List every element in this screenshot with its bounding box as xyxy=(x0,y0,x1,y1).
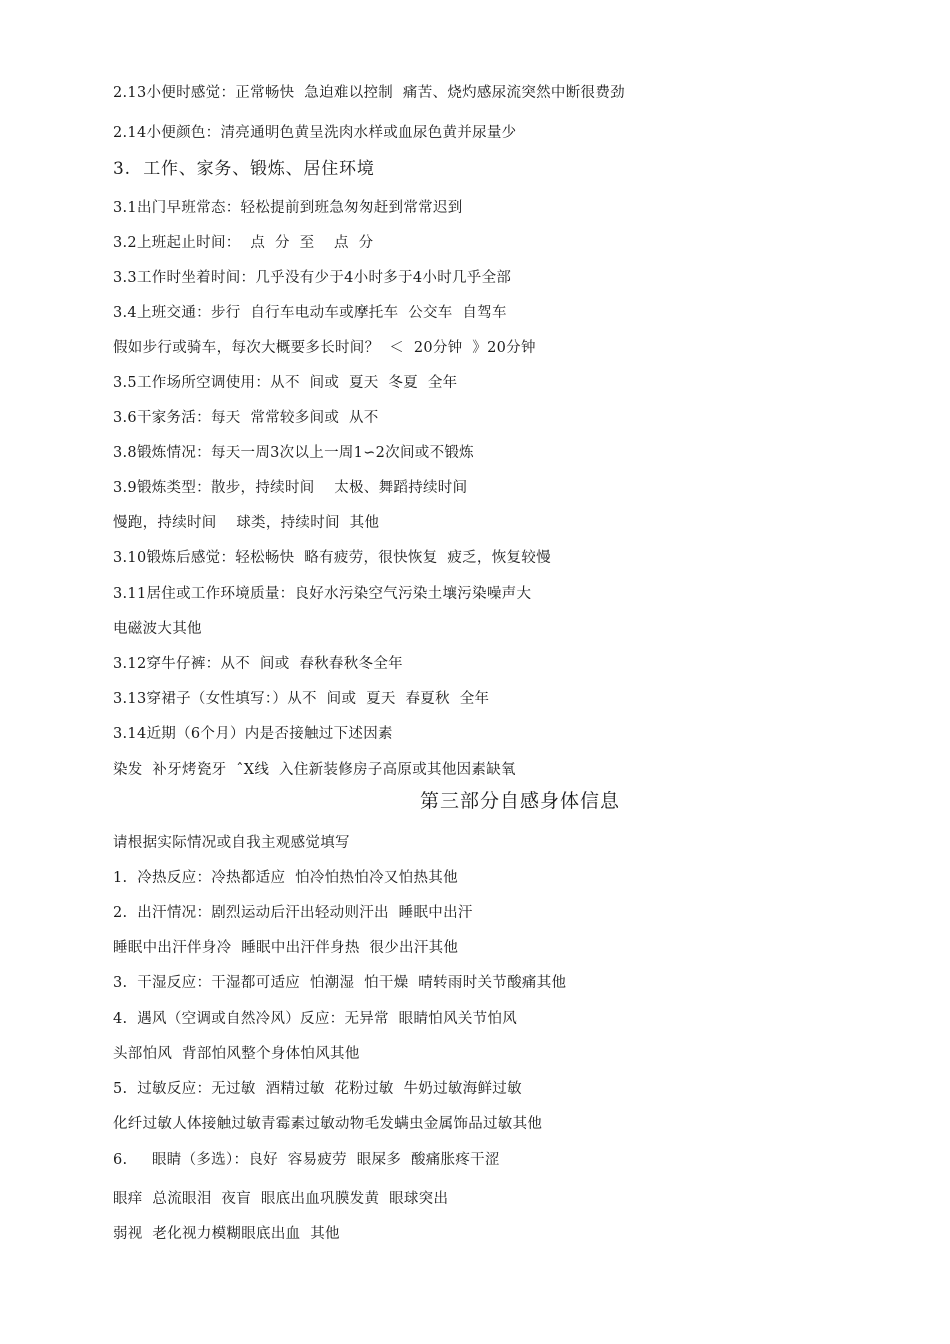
q2-sweating-cont: 睡眠中出汗伴身冷 睡眠中出汗伴身热 很少出汗其他 xyxy=(113,940,459,956)
q2-sweating: 2. 出汗情况：剧烈运动后汗出轻动则汗出 睡眠中出汗 xyxy=(113,905,473,921)
q6-eyes-cont: 眼痒 总流眼泪 夜盲 眼底出血巩膜发黄 眼球突出 xyxy=(113,1191,449,1207)
item-2-13-urination-sensation: 2.13小便时感觉：正常畅快 急迫难以控制 痛苦、烧灼感尿流突然中断很费劲 xyxy=(113,85,625,101)
item-2-14-urine-color: 2.14小便颜色：清亮通明色黄呈洗肉水样或血尿色黄并尿量少 xyxy=(113,125,517,141)
item-3-11-environment: 3.11居住或工作环境质量：良好水污染空气污染土壤污染噪声大 xyxy=(113,586,532,602)
q6-eyes-cont-2: 弱视 老化视力模糊眼底出血 其他 xyxy=(113,1226,340,1242)
item-3-13-skirt: 3.13穿裙子（女性填写：）从不 间或 夏天 春夏秋 全年 xyxy=(113,691,490,707)
item-3-1-commute-habit: 3.1出门早班常态：轻松提前到班急匆匆赶到常常迟到 xyxy=(113,200,463,216)
item-3-4-walk-duration: 假如步行或骑车，每次大概要多长时间？ ＜ 20分钟 》20分钟 xyxy=(113,340,536,356)
q3-humidity-reaction: 3. 干湿反应：干湿都可适应 怕潮湿 怕干燥 晴转雨时关节酸痛其他 xyxy=(113,975,567,991)
q1-temperature-reaction: 1. 冷热反应：冷热都适应 怕冷怕热怕冷又怕热其他 xyxy=(113,870,458,886)
item-3-14-exposure-options: 染发 补牙烤瓷牙 ˆX线 入住新装修房子高原或其他因素缺氧 xyxy=(113,762,516,778)
instructions: 请根据实际情况或自我主观感觉填写 xyxy=(113,835,350,851)
q5-allergy-cont: 化纤过敏人体接触过敏青霉素过敏动物毛发螨虫金属饰品过敏其他 xyxy=(113,1116,543,1132)
item-3-14-recent-exposure: 3.14近期（6个月）内是否接触过下述因素 xyxy=(113,726,393,742)
q4-wind-reaction: 4. 遇风（空调或自然冷风）反应：无异常 眼睛怕风关节怕风 xyxy=(113,1011,518,1027)
item-3-11-environment-cont: 电磁波大其他 xyxy=(113,621,202,637)
item-3-9-exercise-type-cont: 慢跑，持续时间 球类，持续时间 其他 xyxy=(113,515,380,531)
item-3-8-exercise-frequency: 3.8锻炼情况：每天一周3次以上一周1∽2次间或不锻炼 xyxy=(113,445,474,461)
item-3-12-jeans: 3.12穿牛仔裤：从不 间或 春秋春秋冬全年 xyxy=(113,656,403,672)
q5-allergy: 5. 过敏反应：无过敏 酒精过敏 花粉过敏 牛奶过敏海鲜过敏 xyxy=(113,1081,522,1097)
item-3-6-housework: 3.6干家务活：每天 常常较多间或 从不 xyxy=(113,410,379,426)
section-3-heading: 3. 工作、家务、锻炼、居住环境 xyxy=(113,159,375,179)
item-3-4-transport: 3.4上班交通：步行 自行车电动车或摩托车 公交车 自驾车 xyxy=(113,305,507,321)
item-3-2-work-hours: 3.2上班起止时间： 点 分 至 点 分 xyxy=(113,235,374,251)
item-3-9-exercise-type: 3.9锻炼类型：散步，持续时间 太极、舞蹈持续时间 xyxy=(113,480,468,496)
q4-wind-reaction-cont: 头部怕风 背部怕风整个身体怕风其他 xyxy=(113,1046,360,1062)
part-three-title: 第三部分自感身体信息 xyxy=(419,790,620,812)
q6-eyes: 6. 眼睛（多选）：良好 容易疲劳 眼屎多 酸痛胀疼干涩 xyxy=(113,1152,500,1168)
item-3-10-post-exercise: 3.10锻炼后感觉：轻松畅快 略有疲劳，很快恢复 疲乏，恢复较慢 xyxy=(113,550,551,566)
item-3-3-sitting-time: 3.3工作时坐着时间：几乎没有少于4小时多于4小时几乎全部 xyxy=(113,270,512,286)
item-3-5-air-conditioning: 3.5工作场所空调使用：从不 间或 夏天 冬夏 全年 xyxy=(113,375,458,391)
